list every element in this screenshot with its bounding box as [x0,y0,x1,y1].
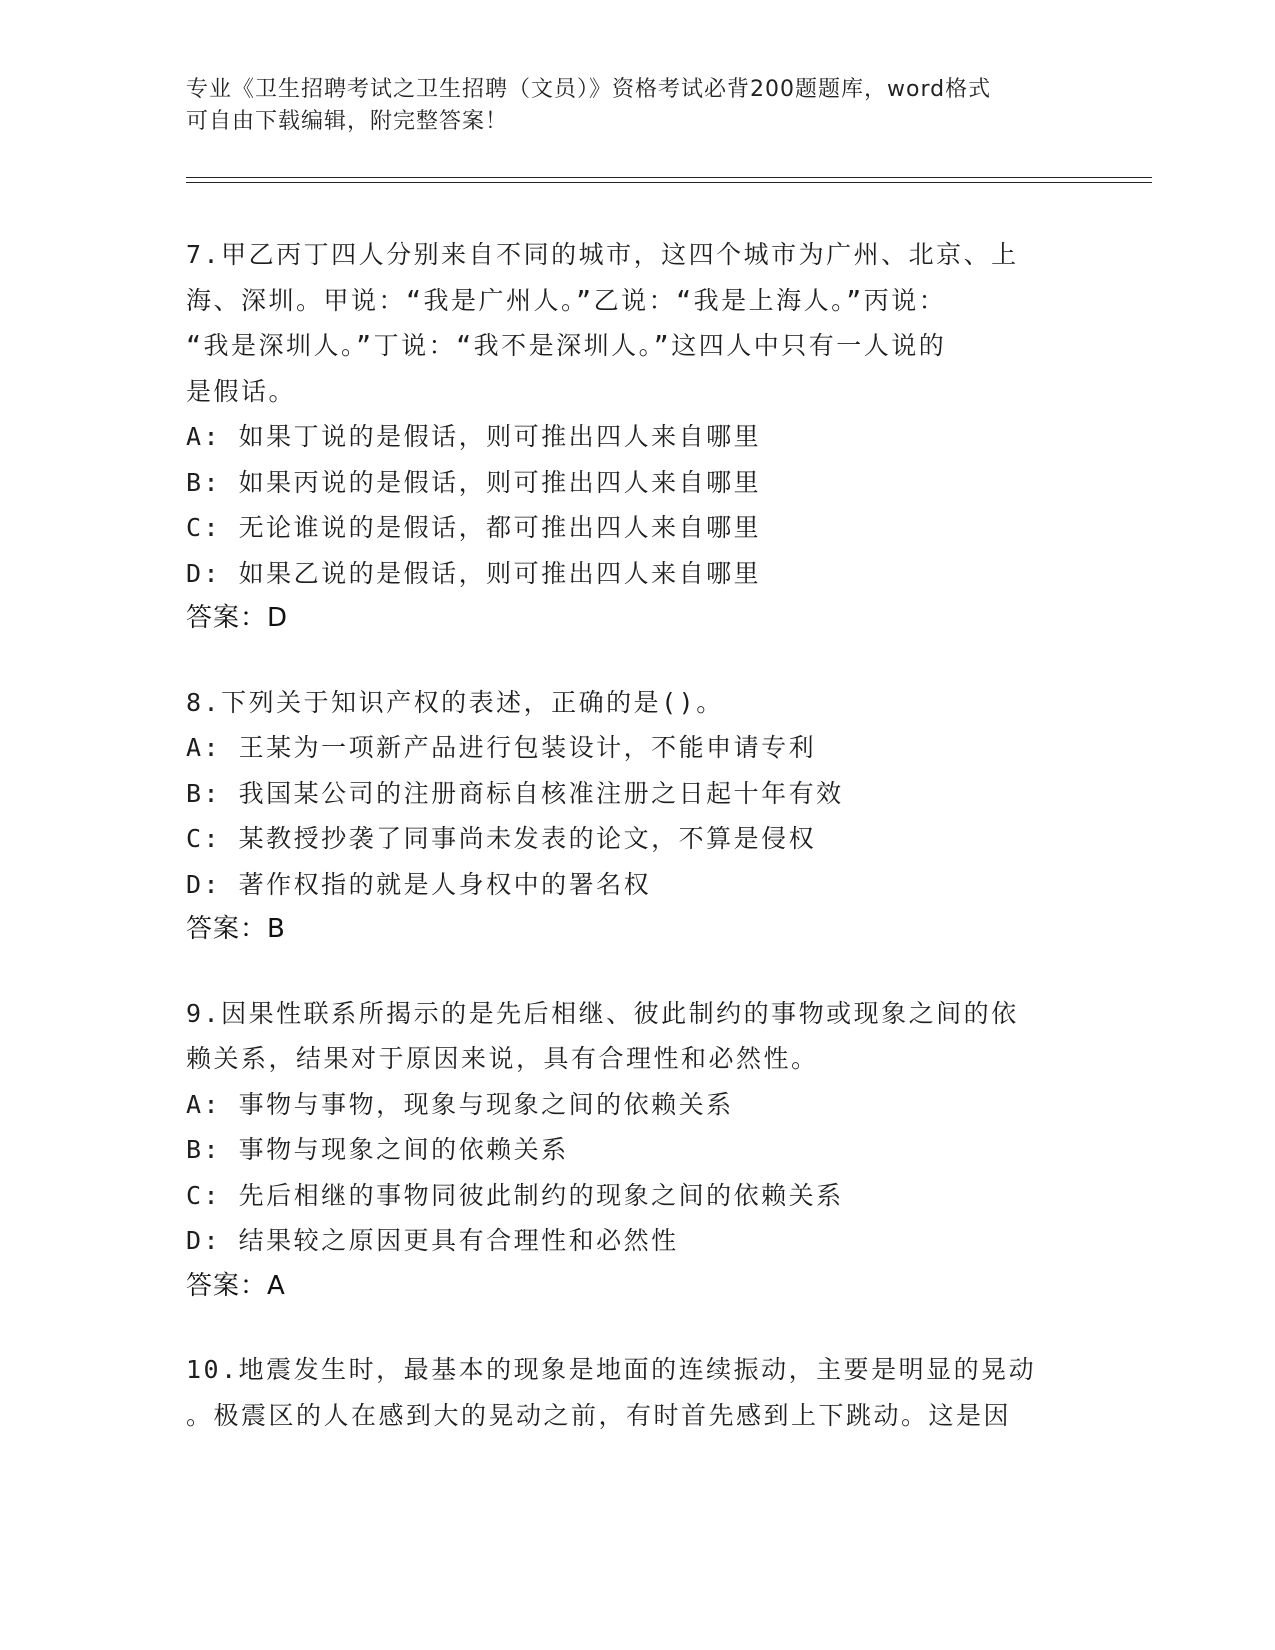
option-d: D: 结果较之原因更具有合理性和必然性 [186,1226,679,1255]
option-c: C: 无论谁说的是假话，都可推出四人来自哪里 [186,513,762,542]
option-d: D: 著作权指的就是人身权中的署名权 [186,869,652,899]
answer-line: 答案：A [186,1270,286,1301]
question-list [186,232,1086,1476]
question-stem-line: 8.下列关于知识产权的表述，正确的是()。 [186,687,724,717]
header-line-1: 专业《卫生招聘考试之卫生招聘（文员）》资格考试必背200题题库，word格式 [186,77,992,102]
option-b: B: 如果丙说的是假话，则可推出四人来自哪里 [186,467,762,497]
option-c: C: 某教授抄袭了同事尚未发表的论文，不算是侵权 [186,824,817,853]
header-divider-top [186,177,1152,178]
header-line-2: 可自由下载编辑，附完整答案！ [186,109,509,134]
option-a: A: 王某为一项新产品进行包装设计，不能申请专利 [186,733,817,762]
question-7 [186,232,1086,642]
question-stem-line: 。极震区的人在感到大的晃动之前，有时首先感到上下跳动。这是因 [186,1400,1012,1430]
question-stem-line: 10.地震发生时，最基本的现象是地面的连续振动，主要是明显的晃动 [186,1355,1037,1384]
question-9 [186,991,1086,1310]
option-a: A: 事物与事物，现象与现象之间的依赖关系 [186,1089,734,1119]
option-b: B: 事物与现象之间的依赖关系 [186,1135,569,1164]
header-divider-bottom [186,182,1152,183]
answer-line: 答案：D [186,603,289,633]
question-stem-line: 海、深圳。甲说：“我是广州人。”乙说：“我是上海人。”丙说： [186,285,947,315]
question-8 [186,680,1086,953]
question-stem-line: 是假话。 [186,376,297,406]
question-stem-line: “我是深圳人。”丁说：“我不是深圳人。”这四人中只有一人说的 [186,331,947,360]
option-c: C: 先后相继的事物同彼此制约的现象之间的依赖关系 [186,1180,844,1210]
question-10 [186,1347,1086,1438]
question-stem-line: 9.因果性联系所揭示的是先后相继、彼此制约的事物或现象之间的依 [186,998,1019,1028]
answer-line: 答案：B [186,914,286,944]
option-a: A: 如果丁说的是假话，则可推出四人来自哪里 [186,422,762,451]
option-b: B: 我国某公司的注册商标自核准注册之日起十年有效 [186,778,844,808]
option-d: D: 如果乙说的是假话，则可推出四人来自哪里 [186,558,762,588]
document-header [186,74,1066,138]
question-stem-line: 赖关系，结果对于原因来说，具有合理性和必然性。 [186,1044,819,1073]
question-stem-line: 7.甲乙丙丁四人分别来自不同的城市，这四个城市为广州、北京、上 [186,240,1019,269]
